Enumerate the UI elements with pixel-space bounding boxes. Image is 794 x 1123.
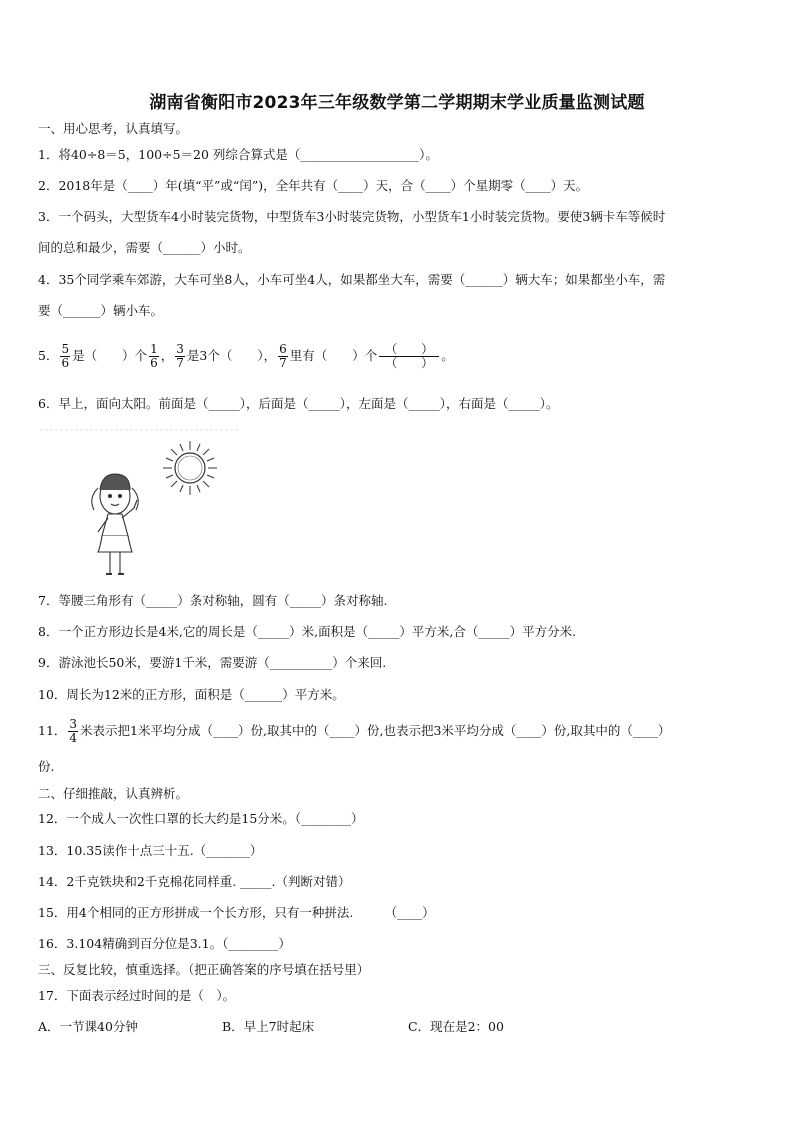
question-8: 8．一个正方形边长是4米,它的周长是（_____）米,面积是（_____）平方米,合（_____）平方分米. — [38, 624, 577, 639]
section-heading-2: 二、仔细推敲，认真辨析。 — [38, 786, 189, 801]
fraction-blank: $\frac{( )}{( )}$ — [379, 343, 439, 370]
question-16: 16．3.104精确到百分位是3.1。（________） — [38, 936, 291, 951]
question-13: 13．10.35读作十点三十五.（_______） — [38, 843, 263, 858]
fraction-3-7: $\frac{3}{7}$ — [176, 342, 184, 370]
fraction-6-7: $\frac{6}{7}$ — [279, 342, 287, 370]
question-3-line-1: 3．一个码头，大型货车4小时装完货物，中型货车3小时装完货物，小型货车1小时装完货物。要使3辆卡车等候时 — [38, 209, 666, 224]
question-3-line-2: 间的总和最少，需要（______）小时。 — [38, 240, 251, 255]
question-12: 12．一个成人一次性口罩的长大约是15分米。（________） — [38, 811, 364, 826]
option-b: B．早上7时起床 — [222, 1019, 315, 1034]
question-1: 1．将40÷8＝5，100÷5＝20 列综合算式是（___________________）。 — [38, 147, 438, 162]
question-2: 2．2018年是（____）年(填“平”或“闰”)，全年共有（____）天，合（____）个星期零（____）天。 — [38, 178, 589, 193]
question-11: 11． $\frac{3}{4}$ 米表示把1米平均分成（____）份,取其中的（____）份,也表示把3米平均分成（____）份,取其中的（____） — [38, 717, 671, 745]
question-17: 17．下面表示经过时间的是（ ）。 — [38, 988, 236, 1003]
question-14: 14．2千克铁块和2千克棉花同样重. _____.（判断对错） — [38, 874, 351, 889]
question-11-continuation: 份. — [38, 759, 55, 774]
option-c: C．现在是2：00 — [408, 1019, 504, 1034]
question-5: 5． $\frac{5}{6}$ 是（ ）个 $\frac{1}{6}$ ， $\frac{3}{7}$ 是3个（ ）， $\frac{6}{7}$ 里有（ ）个 $\frac{( )}{( )}$ 。 — [38, 342, 454, 370]
question-10: 10．周长为12米的正方形，面积是（______）平方米。 — [38, 687, 345, 702]
question-4-line-1: 4．35个同学乘车郊游，大车可坐8人，小车可坐4人，如果都坐大车，需要（______）辆大车；如果都坐小车，需 — [38, 272, 666, 287]
question-15: 15．用4个相同的正方形拼成一个长方形，只有一种拼法. （____） — [38, 905, 435, 920]
section-heading-1: 一、用心思考，认真填写。 — [38, 121, 189, 136]
girl-figure — [92, 474, 139, 574]
fraction-3-4: $\frac{3}{4}$ — [69, 717, 78, 745]
page-title: 湖南省衡阳市2023年三年级数学第二学期期末学业质量监测试题 — [149, 93, 645, 113]
question-4-line-2: 要（______）辆小车。 — [38, 303, 164, 318]
option-a: A．一节课40分钟 — [38, 1019, 138, 1034]
question-7: 7．等腰三角形有（_____）条对称轴，圆有（_____）条对称轴. — [38, 593, 388, 608]
question-9: 9．游泳池长50米，要游1千米，需要游（__________）个来回. — [38, 655, 387, 670]
sun-icon — [163, 441, 217, 495]
girl-and-sun-illustration — [40, 428, 250, 586]
section-heading-3: 三、反复比较，慎重选择。（把正确答案的序号填在括号里） — [38, 962, 370, 977]
question-6: 6．早上，面向太阳。前面是（_____），后面是（_____），左面是（_____），右面是（_____）。 — [38, 396, 559, 411]
fraction-1-6: $\frac{1}{6}$ — [150, 342, 158, 370]
fraction-5-6: $\frac{5}{6}$ — [61, 342, 70, 370]
